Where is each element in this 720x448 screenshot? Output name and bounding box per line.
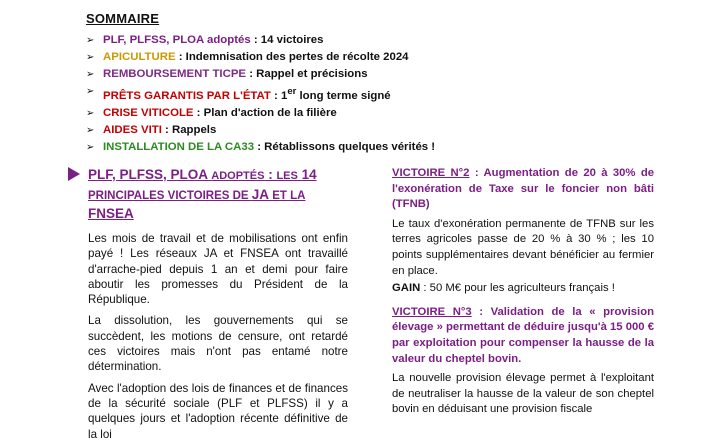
toc-item-highlight: CRISE VITICOLE — [103, 106, 194, 119]
toc-item[interactable] — [86, 32, 686, 49]
paragraph: Avec l'adoption des lois de finances et de finances de la sécurité sociale (PLF et PLFSS) il y a quelques jours et l'adoption récente définitive de la loi — [88, 381, 348, 441]
toc-item-text: : Rétablissons quelques vérités ! — [254, 140, 436, 153]
victoire-2-heading: VICTOIRE N°2 : Augmentation de 20 à 30% de l'exonération de Taxe sur le foncier non bâti (TFNB) — [392, 167, 655, 211]
victoire-2-gain: GAIN : 50 M€ pour les agriculteurs français ! — [392, 282, 615, 295]
toc-item[interactable] — [86, 66, 686, 83]
toc-item-sup: er — [287, 86, 297, 97]
arrow-bullet-icon: ➢ — [86, 107, 95, 119]
right-column — [392, 166, 654, 420]
toc-item-highlight: PRÊTS GARANTIS PAR L'ÉTAT — [103, 89, 271, 102]
section-heading — [68, 166, 348, 224]
toc-item-text: long terme signé — [296, 89, 391, 102]
toc-list — [86, 32, 686, 156]
toc-item[interactable] — [86, 83, 686, 105]
arrow-bullet-icon: ➢ — [86, 52, 95, 63]
left-column — [68, 166, 348, 448]
toc-item-highlight: REMBOURSEMENT TICPE — [103, 68, 247, 80]
paragraph: Les mois de travail et de mobilisations ont enfin payé ! Les réseaux JA et FNSEA ont travaillé d'arrache-pied depuis 1 an et demi pour faire aboutir les promesses du Président de la République. — [88, 232, 348, 307]
toc-item[interactable] — [86, 139, 686, 156]
toc-item-highlight: INSTALLATION DE LA CA33 — [103, 140, 255, 153]
toc-item-text: : Plan d'action de la filière — [193, 106, 337, 119]
arrow-bullet-icon: ➢ — [86, 86, 95, 97]
toc-item-highlight: PLF, PLFSS, PLOA adoptés — [103, 34, 251, 46]
arrow-bullet-icon: ➢ — [86, 35, 95, 46]
toc-item-text: : 1 — [270, 89, 288, 102]
article-body — [68, 231, 348, 442]
toc-item[interactable] — [86, 49, 686, 66]
toc-item[interactable] — [86, 122, 686, 139]
section-title-line2: PRINCIPALES VICTOIRES DE JA ET LA FNSEA — [88, 187, 306, 221]
arrow-bullet-icon: ➢ — [86, 124, 95, 136]
victoire-2-body: Le taux d'exonération permanente de TFNB sur les terres agricoles passe de 20 % à 30 % ; les 10 points supplémentaires devant bénéficier au fermier en place. — [392, 217, 654, 277]
sommaire-title: SOMMAIRE — [86, 11, 160, 26]
toc-item-text: : 14 victoires — [250, 34, 324, 46]
section-title-line1: PLF, PLFSS, PLOA ADOPTÉS : LES 14 — [88, 167, 317, 182]
arrow-bullet-icon: ➢ — [86, 141, 95, 153]
toc-item-text: : Indemnisation des pertes de récolte 2024 — [175, 51, 409, 63]
toc-item-text: : Rappel et précisions — [246, 68, 368, 80]
arrow-bullet-icon: ➢ — [86, 69, 95, 80]
victoire-3-body: La nouvelle provision élevage permet à l'exploitant de neutraliser la hausse de la valeur de son cheptel bovin en déduisant une provision fiscale — [392, 372, 654, 416]
triangle-marker-icon — [68, 167, 80, 181]
paragraph: La dissolution, les gouvernements qui se succèdent, les motions de censure, ont retardé ces victoires mais n'ont pas entamé notre détermination. — [88, 314, 348, 374]
toc-item-text: : Rappels — [161, 123, 217, 136]
toc-item[interactable] — [86, 105, 686, 122]
toc-item-highlight: AIDES VITI — [103, 123, 162, 136]
victoire-3-heading: VICTOIRE N°3 : Validation de la « provision élevage » permettant de déduire jusqu'à 15 000 € par exploitation pour compenser la hausse de la valeur du cheptel bovin. — [392, 305, 654, 365]
toc-item-highlight: APICULTURE — [103, 51, 176, 63]
table-of-contents — [86, 11, 686, 156]
